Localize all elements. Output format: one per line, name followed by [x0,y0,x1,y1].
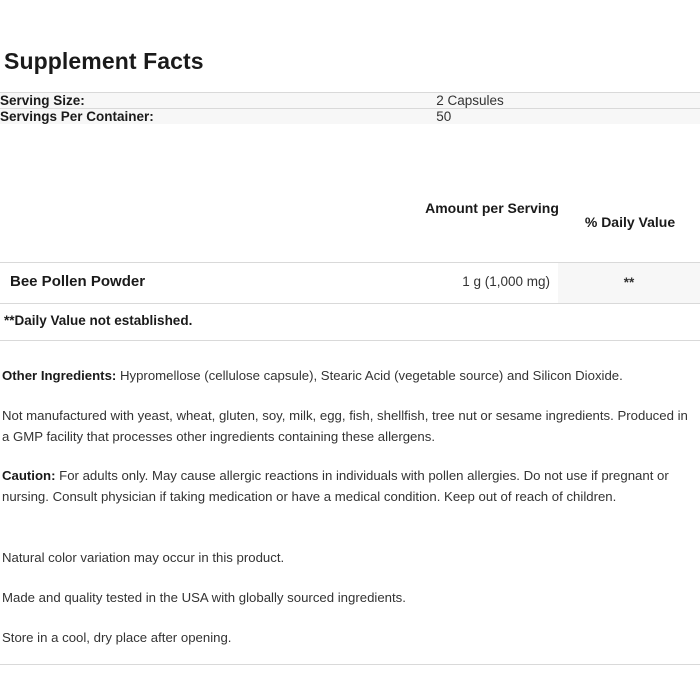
serving-size-label: Serving Size: [0,93,85,108]
nutrient-name: Bee Pollen Powder [10,273,146,290]
nutrient-divider [0,303,700,304]
serving-info-table [0,92,700,124]
color-variation-text: Natural color variation may occur in this product. [2,550,285,565]
allergen-statement-paragraph [2,406,698,447]
other-ingredients-paragraph [2,366,698,387]
storage-paragraph [2,628,698,649]
footnote-divider [0,340,700,341]
caution-label: Caution: [2,468,56,483]
color-variation-paragraph [2,548,698,569]
caution-paragraph [2,466,698,507]
servings-per-container-value: 50 [436,109,452,124]
table-row [0,109,700,125]
amount-per-serving-header: Amount per Serving [425,200,559,216]
table-row [0,263,700,303]
caution-text: For adults only. May cause allergic reactions in individuals with pollen allergies. Do not use if pregnant or nursing. Consult physician if taking medication or have a medical condition. Keep out of reach of children. [2,468,669,504]
serving-size-value: 2 Capsules [436,93,504,108]
page-title: Supplement Facts [4,48,204,74]
servings-per-container-label: Servings Per Container: [0,109,154,124]
other-ingredients-label: Other Ingredients: [2,368,117,383]
table-row [0,93,700,109]
nutrient-daily-value: ** [558,263,700,303]
daily-value-footnote: **Daily Value not established. [4,313,193,328]
made-in-usa-text: Made and quality tested in the USA with globally sourced ingredients. [2,590,406,605]
daily-value-header: % Daily Value [584,214,676,230]
other-ingredients-text: Hypromellose (cellulose capsule), Stearic Acid (vegetable source) and Silicon Dioxide. [116,368,623,383]
storage-text: Store in a cool, dry place after opening. [2,630,232,645]
nutrient-amount: 1 g (1,000 mg) [462,274,550,289]
bottom-divider [0,664,700,665]
allergen-statement-text: Not manufactured with yeast, wheat, gluten, soy, milk, egg, fish, shellfish, tree nut or sesame ingredients. Produced in a GMP facility that processes other ingredients containing these allergens. [2,408,688,444]
made-in-usa-paragraph [2,588,698,609]
